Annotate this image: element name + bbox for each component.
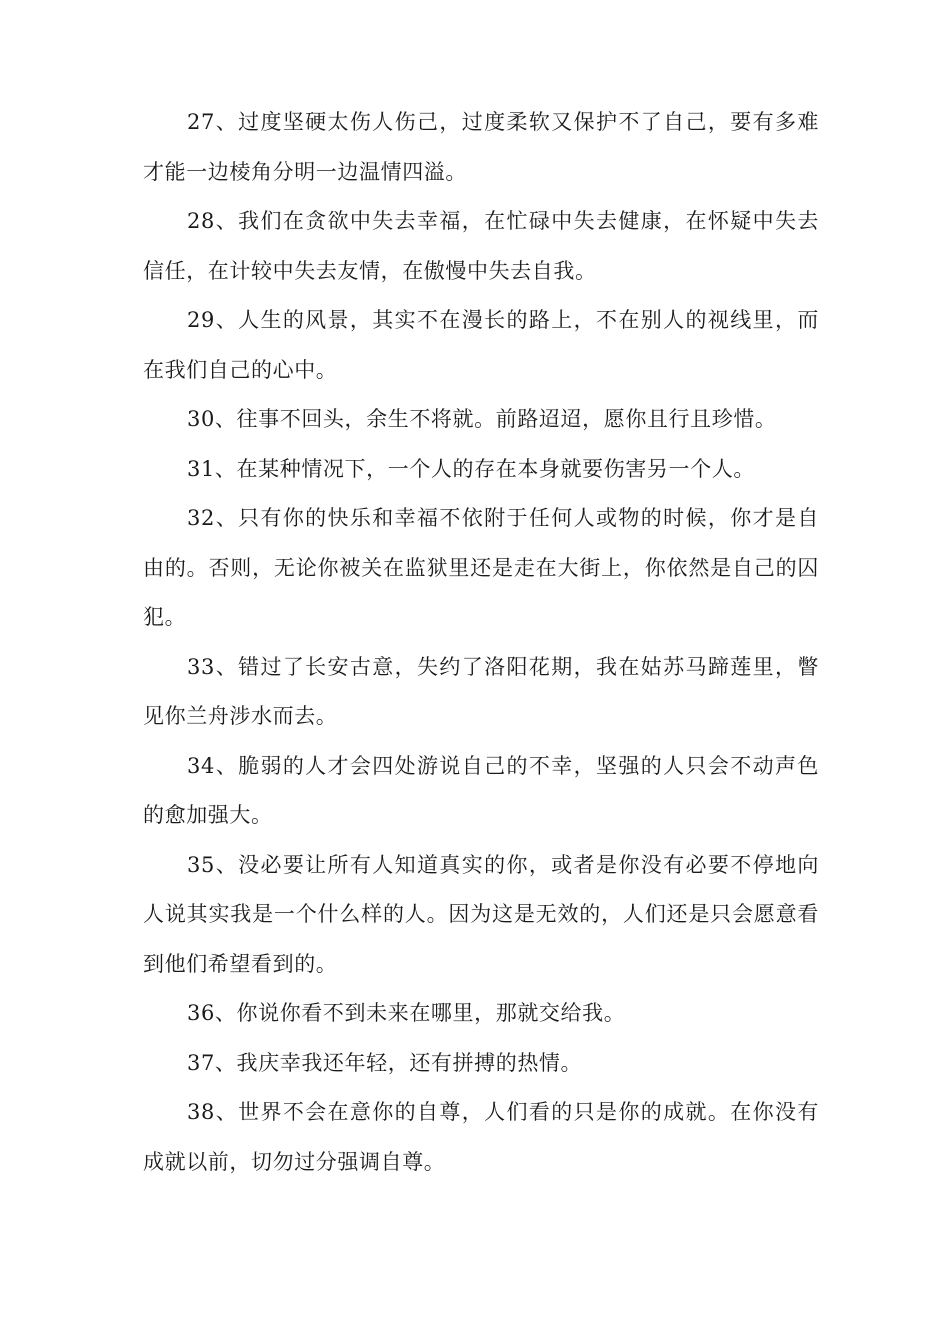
paragraph-33: 33、错过了长安古意，失约了洛阳花期，我在姑苏马蹄莲里，瞥见你兰舟涉水而去。 (143, 654, 819, 728)
paragraph-27: 27、过度坚硬太伤人伤己，过度柔软又保护不了自己，要有多难才能一边棱角分明一边温情四溢。 (143, 110, 819, 184)
paragraph-32: 32、只有你的快乐和幸福不依附于任何人或物的时候，你才是自由的。否则，无论你被关在监狱里还是走在大街上，你依然是自己的囚犯。 (143, 506, 819, 629)
paragraph-35: 35、没必要让所有人知道真实的你，或者是你没有必要不停地向人说其实我是一个什么样的人。因为这是无效的，人们还是只会愿意看到他们希望看到的。 (143, 852, 819, 976)
paragraph-34: 34、脆弱的人才会四处游说自己的不幸，坚强的人只会不动声色的愈加强大。 (143, 753, 819, 827)
paragraph-30: 30、往事不回头，余生不将就。前路迢迢，愿你且行且珍惜。 (187, 407, 777, 431)
paragraph-28: 28、我们在贪欲中失去幸福，在忙碌中失去健康，在怀疑中失去信任，在计较中失去友情，在傲慢中失去自我。 (143, 209, 819, 283)
paragraph-29: 29、人生的风景，其实不在漫长的路上，不在别人的视线里，而在我们自己的心中。 (143, 308, 819, 382)
paragraph-31: 31、在某种情况下，一个人的存在本身就要伤害另一个人。 (187, 456, 755, 481)
document-body (143, 98, 819, 1187)
paragraph-38: 38、世界不会在意你的自尊，人们看的只是你的成就。在你没有成就以前，切勿过分强调自尊。 (143, 1100, 819, 1174)
paragraph-36: 36、你说你看不到未来在哪里，那就交给我。 (187, 1001, 626, 1025)
paragraph-37: 37、我庆幸我还年轻，还有拼搏的热情。 (187, 1050, 583, 1075)
